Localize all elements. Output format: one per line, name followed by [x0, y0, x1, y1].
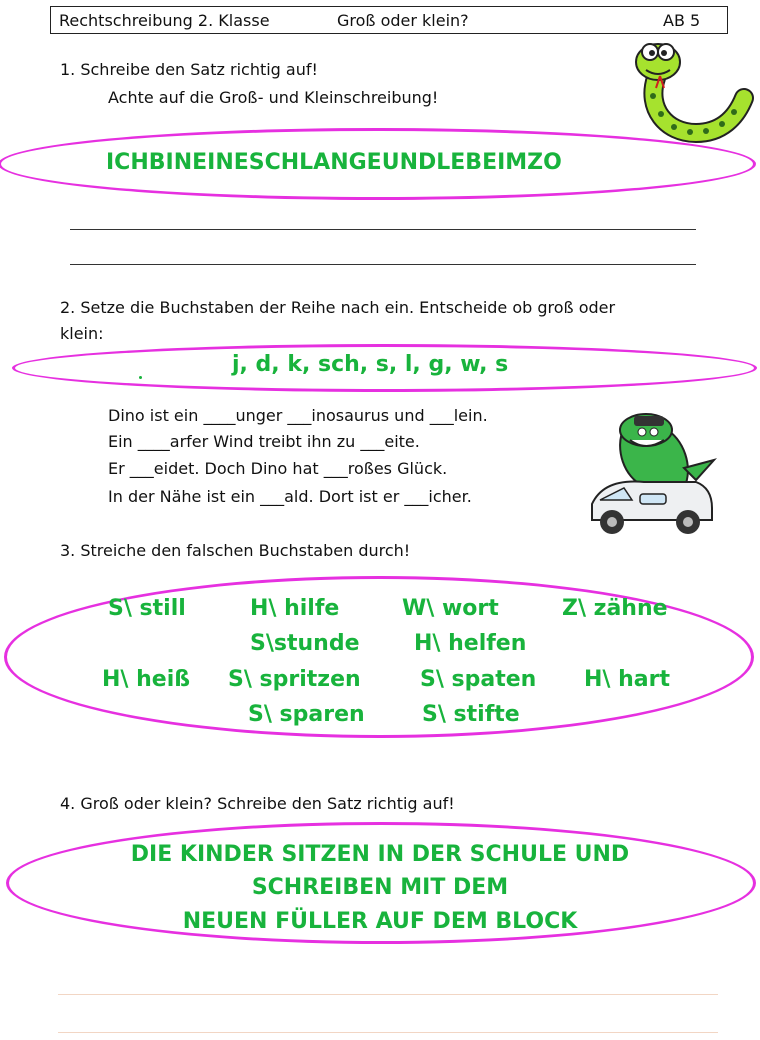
snake-illustration: [626, 38, 756, 148]
task2-sentence-1: Dino ist ein ____unger ___inosaurus und ___lein.: [108, 406, 488, 425]
dino-car-illustration: [584, 408, 724, 540]
word-option-5[interactable]: S\stunde: [250, 631, 360, 656]
word-option-2[interactable]: H\ hilfe: [250, 596, 340, 621]
stray-dot: [139, 376, 142, 379]
task3-title: 3. Streiche den falschen Buchstaben durch!: [60, 541, 411, 560]
task2-sentence-2: Ein ____arfer Wind treibt ihn zu ___eite.: [108, 432, 420, 451]
header-topic: Groß oder klein?: [337, 11, 469, 30]
task1-sentence: ICHBINEINESCHLANGEUNDLEBEIMZO: [106, 150, 562, 175]
word-option-3[interactable]: W\ wort: [402, 596, 499, 621]
task2-title-line1: 2. Setze die Buchstaben der Reihe nach ein. Entscheide ob groß oder: [60, 298, 616, 317]
word-option-7[interactable]: H\ heiß: [102, 667, 191, 692]
task4-sentence-line-2: SCHREIBEN MIT DEM: [251, 875, 509, 900]
task2-sentence-3: Er ___eidet. Doch Dino hat ___roßes Glück.: [108, 459, 448, 478]
header-subject: Rechtschreibung 2. Klasse: [59, 11, 270, 30]
task2-letters: j, d, k, sch, s, l, g, w, s: [232, 352, 509, 377]
word-option-11[interactable]: S\ sparen: [248, 702, 365, 727]
word-option-1[interactable]: S\ still: [108, 596, 186, 621]
writing-line-3: [58, 994, 718, 995]
task2-sentence-4: In der Nähe ist ein ___ald. Dort ist er ___icher.: [108, 487, 472, 506]
task1-subtitle: Achte auf die Groß- und Kleinschreibung!: [108, 88, 439, 107]
task4-sentence-line-3: NEUEN FÜLLER AUF DEM BLOCK: [182, 909, 578, 934]
task4-sentence-line-1: DIE KINDER SITZEN IN DER SCHULE UND: [130, 842, 630, 867]
word-option-8[interactable]: S\ spritzen: [228, 667, 361, 692]
writing-line-1: [70, 229, 696, 230]
word-option-4[interactable]: Z\ zähne: [562, 596, 668, 621]
task4-title: 4. Groß oder klein? Schreibe den Satz richtig auf!: [60, 794, 455, 813]
task1-title: 1. Schreibe den Satz richtig auf!: [60, 60, 318, 79]
task2-title-line2: klein:: [60, 324, 104, 343]
header-sheet-number: AB 5: [663, 11, 701, 30]
writing-line-2: [70, 264, 696, 265]
word-option-10[interactable]: H\ hart: [584, 667, 670, 692]
word-option-6[interactable]: H\ helfen: [414, 631, 527, 656]
worksheet-header: [50, 6, 728, 34]
word-option-12[interactable]: S\ stifte: [422, 702, 520, 727]
word-option-9[interactable]: S\ spaten: [420, 667, 537, 692]
writing-line-4: [58, 1032, 718, 1033]
